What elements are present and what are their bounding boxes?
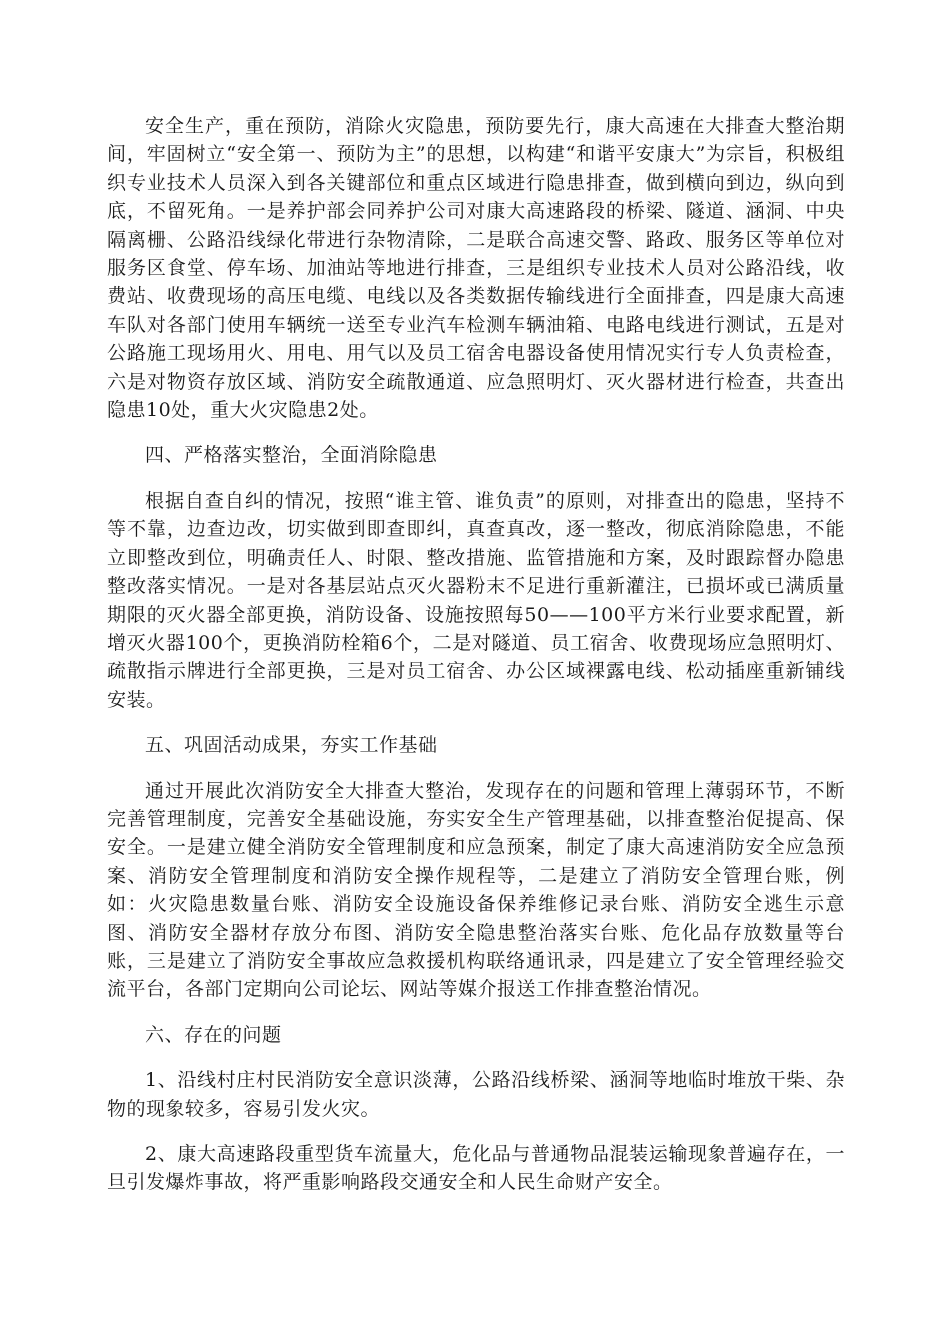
section-heading-4: 四、严格落实整治，全面消除隐患 [145,444,438,467]
paragraph-problem-1: 1、沿线村庄村民消防安全意识淡薄，公路沿线桥梁、涵洞等地临时堆放干柴、杂物的现象较多，容易引发火灾。 [107,1069,845,1120]
paragraph-rectification: 根据自查自纠的情况，按照“谁主管、谁负责”的原则，对排查出的隐患，坚持不等不靠，边查边改，切实做到即查即纠，真查真改，逐一整改，彻底消除隐患，不能立即整改到位，明确责任人、时限、整改措施、监管措施和方案，及时跟踪督办隐患整改落实情况。一是对各基层站点灭火器粉末不足进行重新灌注，已损坏或已满质量期限的灭火器全部更换，消防设备、设施按照每50——100平方米行业要求配置，新增灭火器100个，更换消防栓箱6个，二是对隧道、员工宿舍、收费现场应急照明灯、疏散指示牌进行全部更换，三是对员工宿舍、办公区域裸露电线、松动插座重新铺线安装。 [107,489,845,711]
document-body [107,112,845,1197]
paragraph-consolidation: 通过开展此次消防安全大排查大整治，发现存在的问题和管理上薄弱环节，不断完善管理制度，完善安全基础设施，夯实安全生产管理基础，以排查整治促提高、保安全。一是建立健全消防安全管理制度和应急预案，制定了康大高速消防安全应急预案、消防安全管理制度和消防安全操作规程等，二是建立了消防安全管理台账，例如：火灾隐患数量台账、消防安全设施设备保养维修记录台账、消防安全逃生示意图、消防安全器材存放分布图、消防安全隐患整治落实台账、危化品存放数量等台账，三是建立了消防安全事故应急救援机构联络通讯录，四是建立了安全管理经验交流平台，各部门定期向公司论坛、网站等媒介报送工作排查整治情况。 [107,779,845,1001]
section-heading-5: 五、巩固活动成果，夯实工作基础 [145,734,438,757]
paragraph-safety-inspection: 安全生产，重在预防，消除火灾隐患，预防要先行，康大高速在大排查大整治期间，牢固树立“安全第一、预防为主”的思想，以构建“和谐平安康大”为宗旨，积极组织专业技术人员深入到各关键部位和重点区域进行隐患排查，做到横向到边，纵向到底，不留死角。一是养护部会同养护公司对康大高速路段的桥梁、隧道、涵洞、中央隔离栅、公路沿线绿化带进行杂物清除，二是联合高速交警、路政、服务区等单位对服务区食堂、停车场、加油站等地进行排查，三是组织专业技术人员对公路沿线，收费站、收费现场的高压电缆、电线以及各类数据传输线进行全面排查，四是康大高速车队对各部门使用车辆统一送至专业汽车检测车辆油箱、电路电线进行测试，五是对公路施工现场用火、用电、用气以及员工宿舍电器设备使用情况实行专人负责检查，六是对物资存放区域、消防安全疏散通道、应急照明灯、灭火器材进行检查，共查出隐患10处，重大火灾隐患2处。 [107,115,845,422]
paragraph-problem-2: 2、康大高速路段重型货车流量大，危化品与普通物品混装运输现象普遍存在，一旦引发爆炸事故，将严重影响路段交通安全和人民生命财产安全。 [107,1143,845,1194]
section-heading-6: 六、存在的问题 [145,1023,282,1046]
